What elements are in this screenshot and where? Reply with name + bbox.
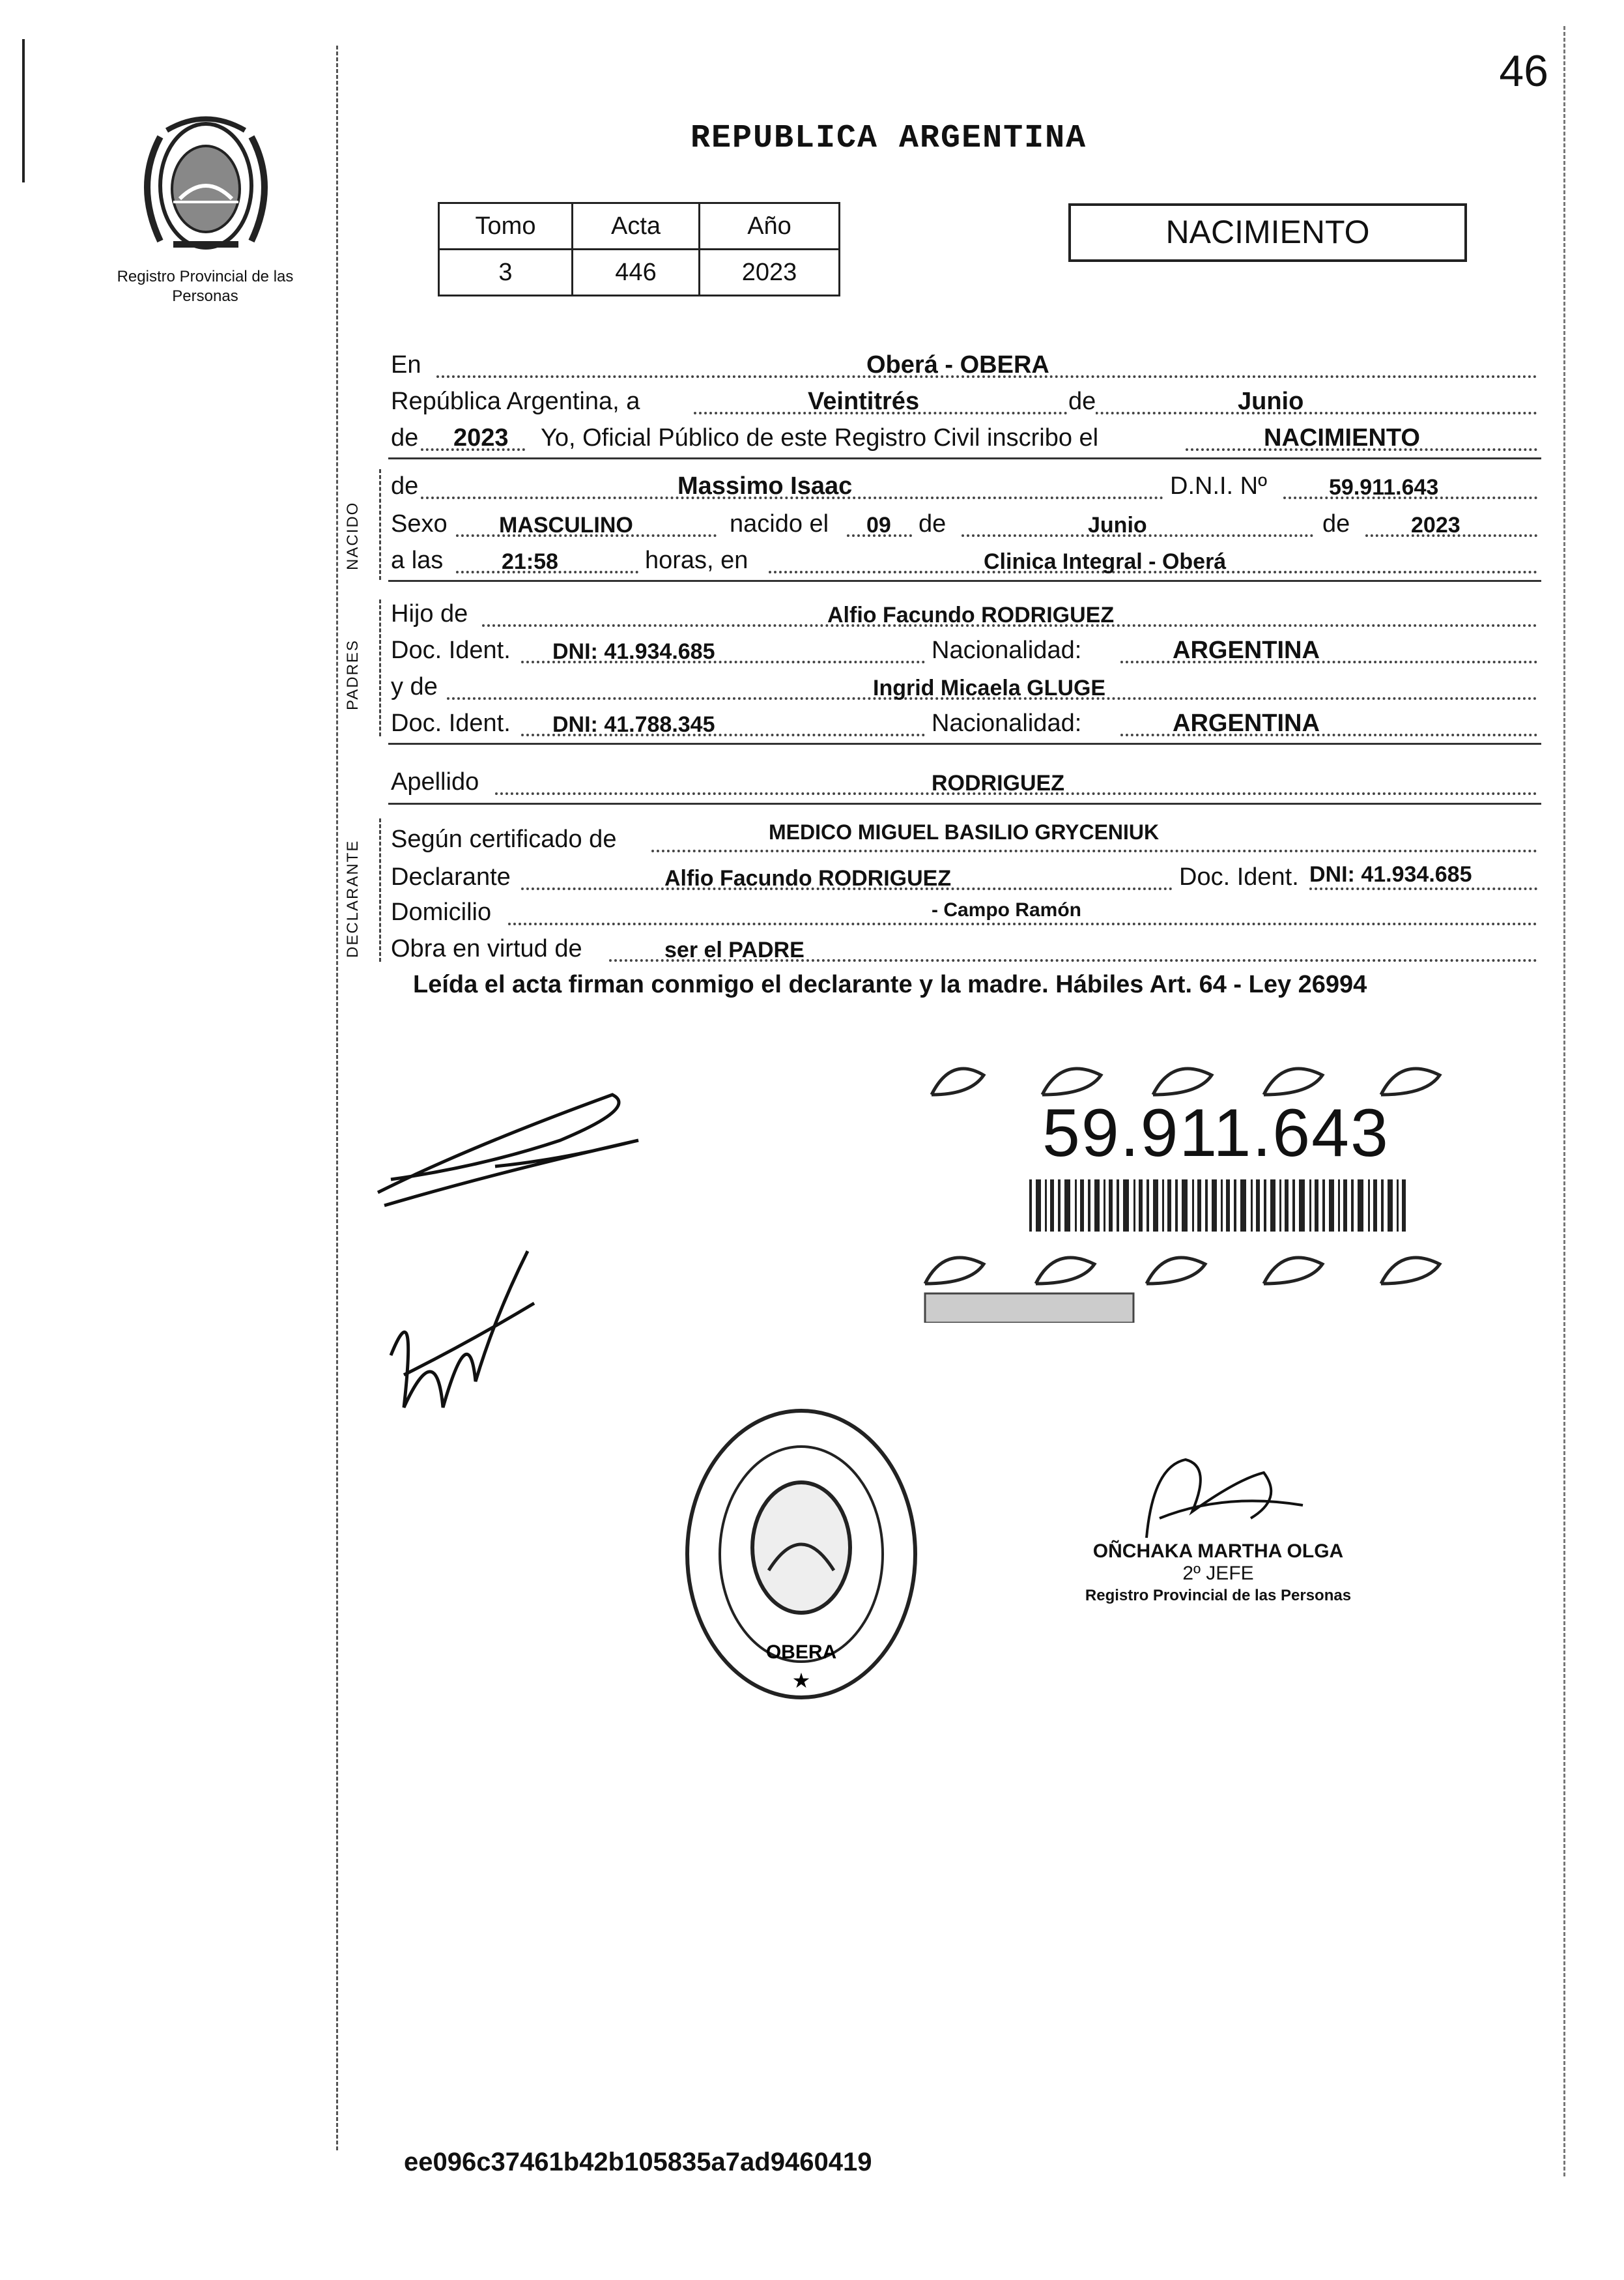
label-republica: República Argentina, a bbox=[391, 388, 640, 415]
mother-name-value: Ingrid Micaela GLUGE bbox=[873, 676, 1106, 700]
month-value: Junio bbox=[1238, 388, 1304, 415]
row-father-doc bbox=[391, 631, 1537, 667]
declarante-doc-value: DNI: 41.934.685 bbox=[1309, 862, 1472, 887]
security-label-number: 59.911.643 bbox=[1042, 1095, 1389, 1171]
father-nationality-value: ARGENTINA bbox=[1173, 637, 1320, 664]
registry-name: Registro Provincial de las Personas bbox=[117, 268, 294, 305]
day-value: Veintitrés bbox=[808, 388, 920, 415]
registry-seal bbox=[677, 1401, 925, 1707]
birth-day-value: 09 bbox=[866, 513, 891, 538]
security-label-pattern bbox=[912, 1036, 1511, 1323]
label-apellido: Apellido bbox=[391, 768, 479, 796]
label-father-doc: Doc. Ident. bbox=[391, 637, 511, 664]
birth-year-value: 2023 bbox=[1411, 513, 1460, 538]
document-hash: ee096c37461b42b105835a7ad9460419 bbox=[404, 2148, 872, 2176]
value-acta: 446 bbox=[573, 250, 700, 296]
row-apellido bbox=[391, 762, 1537, 799]
section-label-nacido: NACIDO bbox=[344, 501, 362, 570]
domicilio-value: - Campo Ramón bbox=[932, 899, 1082, 921]
label-a-las: a las bbox=[391, 547, 444, 574]
label-y-de: y de bbox=[391, 673, 438, 700]
row-declarante bbox=[391, 858, 1537, 894]
sexo-value: MASCULINO bbox=[499, 513, 633, 538]
official-name: OÑCHAKA MARTHA OLGA bbox=[1092, 1540, 1344, 1562]
label-de-birth-month: de bbox=[919, 510, 947, 538]
father-name-value: Alfio Facundo RODRIGUEZ bbox=[827, 603, 1115, 628]
label-mother-nationality: Nacionalidad: bbox=[932, 710, 1082, 737]
row-obra bbox=[391, 929, 1537, 966]
row-certificado bbox=[391, 820, 1537, 856]
label-en: En bbox=[391, 351, 421, 379]
declarante-name-value: Alfio Facundo RODRIGUEZ bbox=[664, 866, 952, 891]
year-value: 2023 bbox=[453, 424, 509, 452]
apellido-value: RODRIGUEZ bbox=[932, 771, 1064, 796]
certificado-value: MEDICO MIGUEL BASILIO GRYCENIUK bbox=[769, 820, 1160, 844]
registry-table bbox=[438, 202, 840, 296]
label-mother-doc: Doc. Ident. bbox=[391, 710, 511, 737]
label-horas: horas, en bbox=[645, 547, 748, 574]
row-en bbox=[391, 345, 1537, 382]
birth-month-value: Junio bbox=[1088, 513, 1147, 538]
label-de-month: de bbox=[1068, 388, 1096, 415]
label-de-birth-year: de bbox=[1322, 510, 1350, 538]
row-sexo bbox=[391, 504, 1537, 541]
province-crest-logo bbox=[121, 111, 291, 261]
label-father-nationality: Nacionalidad: bbox=[932, 637, 1082, 664]
row-mother-doc bbox=[391, 704, 1537, 740]
value-anio: 2023 bbox=[700, 250, 840, 296]
label-obra: Obra en virtud de bbox=[391, 935, 582, 962]
right-margin-rule bbox=[1563, 26, 1565, 2176]
city-value: Oberá - OBERA bbox=[866, 351, 1049, 379]
label-inscribo: Yo, Oficial Público de este Registro Civil inscribo el bbox=[541, 424, 1099, 452]
header-anio: Año bbox=[700, 203, 840, 250]
label-domicilio: Domicilio bbox=[391, 899, 492, 926]
father-doc-value: DNI: 41.934.685 bbox=[552, 639, 715, 664]
official-signature bbox=[1107, 1440, 1316, 1551]
label-declarante-doc: Doc. Ident. bbox=[1179, 863, 1299, 891]
header-tomo: Tomo bbox=[439, 203, 573, 250]
mother-nationality-value: ARGENTINA bbox=[1173, 710, 1320, 737]
birth-place-value: Clinica Integral - Oberá bbox=[984, 549, 1227, 574]
row-domicilio bbox=[391, 893, 1537, 929]
label-nacido-el: nacido el bbox=[730, 510, 829, 538]
row-republica bbox=[391, 382, 1537, 418]
mother-doc-value: DNI: 41.788.345 bbox=[552, 712, 715, 737]
seal-city-text: OBERA bbox=[765, 1641, 837, 1663]
official-office: Registro Provincial de las Personas bbox=[1085, 1587, 1352, 1604]
section-label-padres: PADRES bbox=[344, 639, 362, 710]
record-type-box: NACIMIENTO bbox=[1068, 203, 1467, 262]
page-number: 46 bbox=[1499, 46, 1548, 96]
page-title: REPUBLICA ARGENTINA bbox=[691, 120, 1087, 157]
label-certificado: Según certificado de bbox=[391, 826, 617, 853]
official-stamp bbox=[1068, 1540, 1368, 1607]
act-value: NACIMIENTO bbox=[1264, 424, 1420, 452]
child-name-value: Massimo Isaac bbox=[677, 472, 853, 500]
value-tomo: 3 bbox=[439, 250, 573, 296]
label-de-year: de bbox=[391, 424, 419, 452]
left-edge-line bbox=[22, 39, 25, 182]
official-role: 2º JEFE bbox=[1182, 1563, 1254, 1584]
label-sexo: Sexo bbox=[391, 510, 448, 538]
obra-value: ser el PADRE bbox=[664, 938, 805, 962]
row-y-de bbox=[391, 667, 1537, 704]
left-margin-rule bbox=[336, 46, 338, 2150]
closing-statement: Leída el acta firman conmigo el declarante y la madre. Hábiles Art. 64 - Ley 26994 bbox=[413, 971, 1367, 998]
child-dni-value: 59.911.643 bbox=[1329, 475, 1439, 500]
row-a-las bbox=[391, 541, 1537, 577]
birth-time-value: 21:58 bbox=[502, 549, 558, 574]
row-hijo-de bbox=[391, 594, 1537, 631]
section-label-declarante: DECLARANTE bbox=[344, 839, 362, 958]
declarant-signature bbox=[365, 1069, 769, 1421]
row-nacido-de bbox=[391, 467, 1537, 503]
svg-text:★: ★ bbox=[791, 1669, 811, 1692]
label-hijo-de: Hijo de bbox=[391, 600, 468, 628]
label-declarante: Declarante bbox=[391, 863, 511, 891]
row-inscribo bbox=[391, 418, 1537, 455]
header-acta: Acta bbox=[573, 203, 700, 250]
label-nacido-de: de bbox=[391, 472, 419, 500]
label-dni: D.N.I. Nº bbox=[1170, 472, 1267, 500]
